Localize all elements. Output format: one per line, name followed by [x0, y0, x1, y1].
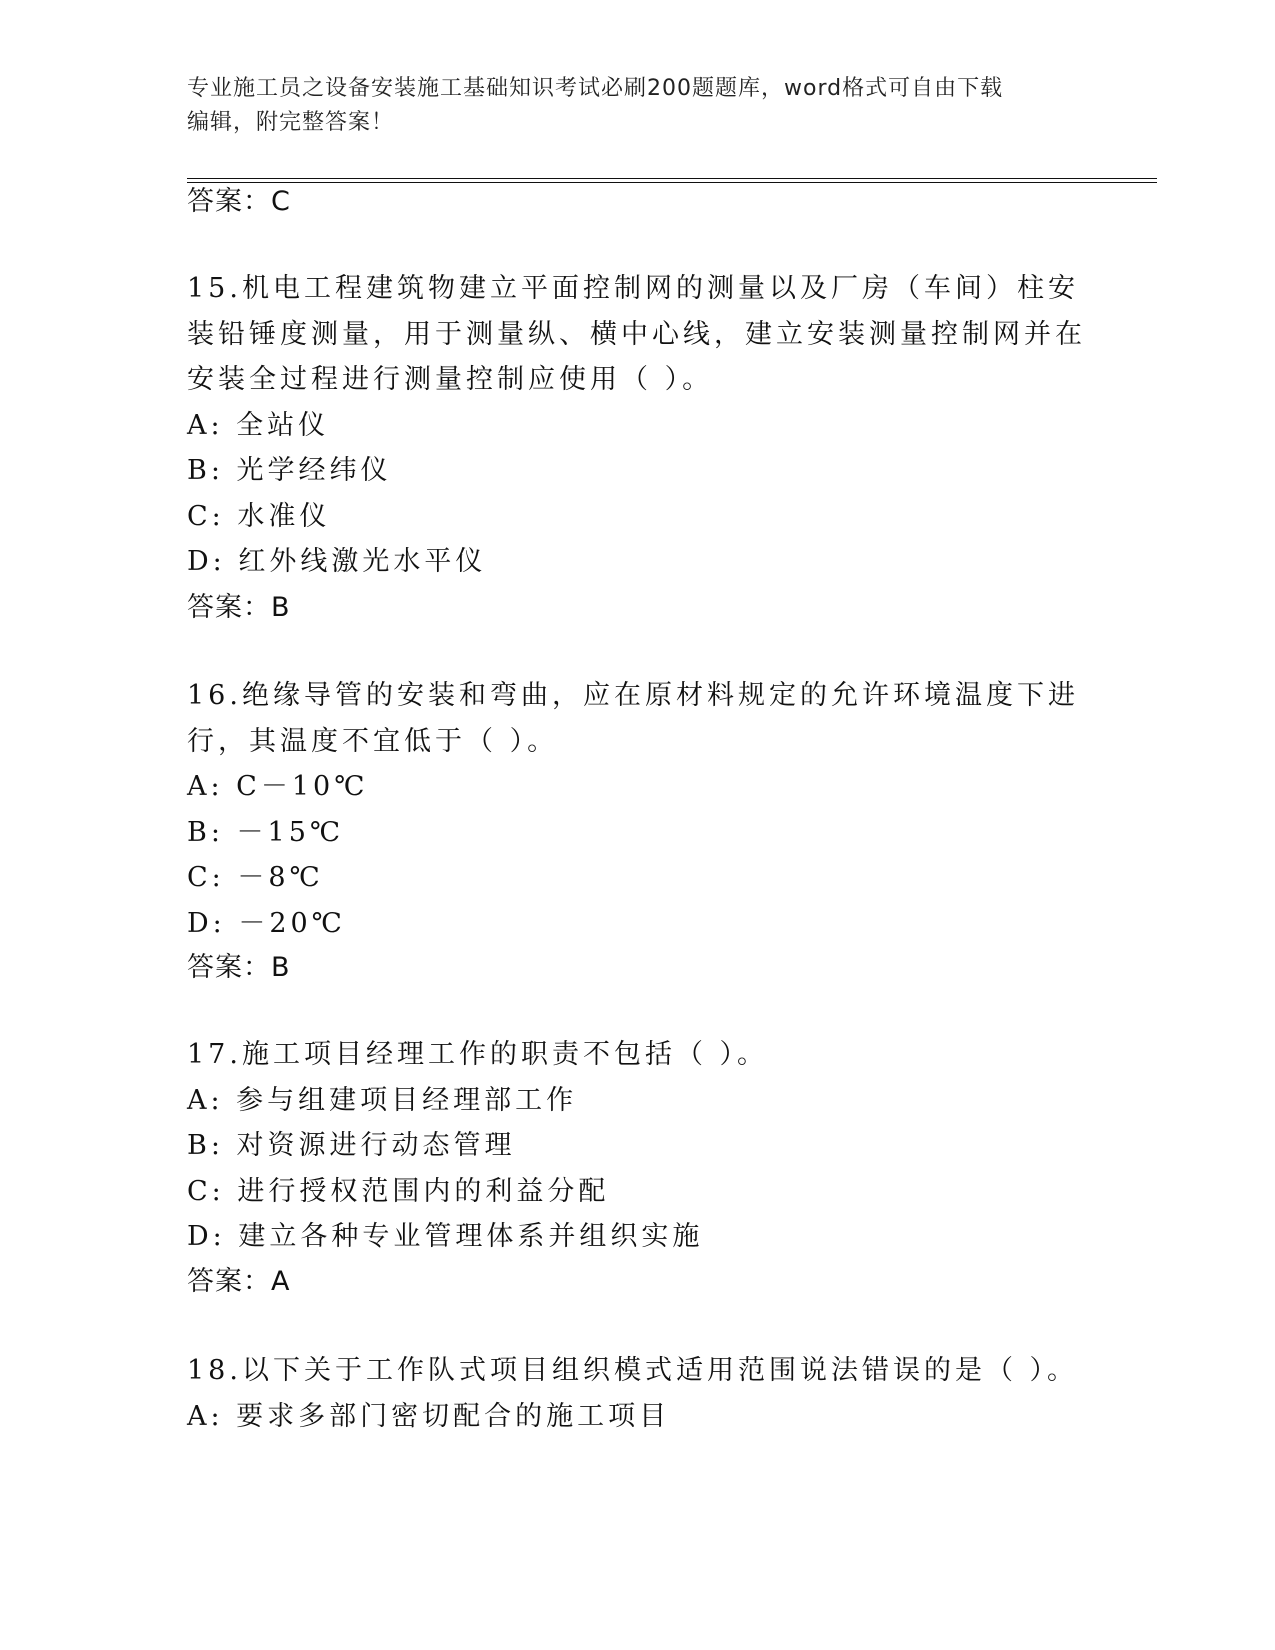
- question-16-option-c: C: －8℃: [187, 862, 324, 893]
- question-17-text: 17.施工项目经理工作的职责不包括（ ）。: [187, 1039, 769, 1070]
- question-15-option-d: D: 红外线激光水平仪: [187, 546, 487, 577]
- page-header: [187, 72, 1087, 140]
- answer-q14: 答案：C: [187, 186, 291, 217]
- question-17: [187, 1032, 1087, 1260]
- header-divider: [187, 178, 1157, 183]
- question-15: [187, 266, 1087, 585]
- question-15-text: 15.机电工程建筑物建立平面控制网的测量以及厂房（车间）柱安装铅锤度测量，用于测量纵、横中心线，建立安装测量控制网并在安装全过程进行测量控制应使用（ ）。: [187, 273, 1086, 395]
- question-16-option-d: D: －20℃: [187, 907, 346, 939]
- question-17-option-b: B: 对资源进行动态管理: [187, 1130, 516, 1161]
- question-18-option-a: A: 要求多部门密切配合的施工项目: [187, 1400, 671, 1432]
- question-16-option-b: B: －15℃: [187, 816, 345, 848]
- question-17-option-c: C: 进行授权范围内的利益分配: [187, 1175, 610, 1207]
- header-line-1: 专业施工员之设备安装施工基础知识考试必刷200题题库，word格式可自由下载: [187, 76, 1004, 101]
- answer-q16: 答案：B: [187, 952, 291, 983]
- question-16-text: 16.绝缘导管的安装和弯曲，应在原材料规定的允许环境温度下进行，其温度不宜低于（ ）。: [187, 680, 1079, 757]
- question-17-option-d: D: 建立各种专业管理体系并组织实施: [187, 1221, 704, 1252]
- question-15-option-c: C: 水准仪: [187, 500, 331, 532]
- header-line-2: 编辑，附完整答案！: [187, 110, 395, 135]
- answer-q15: 答案：B: [187, 592, 291, 623]
- answer-q17: 答案：A: [187, 1266, 291, 1297]
- question-18-text: 18.以下关于工作队式项目组织模式适用范围说法错误的是（ ）。: [187, 1355, 1079, 1386]
- question-16: [187, 673, 1087, 946]
- question-15-option-b: B: 光学经纬仪: [187, 455, 392, 486]
- question-16-option-a: A: C－10℃: [187, 771, 369, 802]
- question-17-option-a: A: 参与组建项目经理部工作: [187, 1084, 578, 1116]
- question-15-option-a: A: 全站仪: [187, 409, 330, 441]
- question-18: [187, 1348, 1087, 1439]
